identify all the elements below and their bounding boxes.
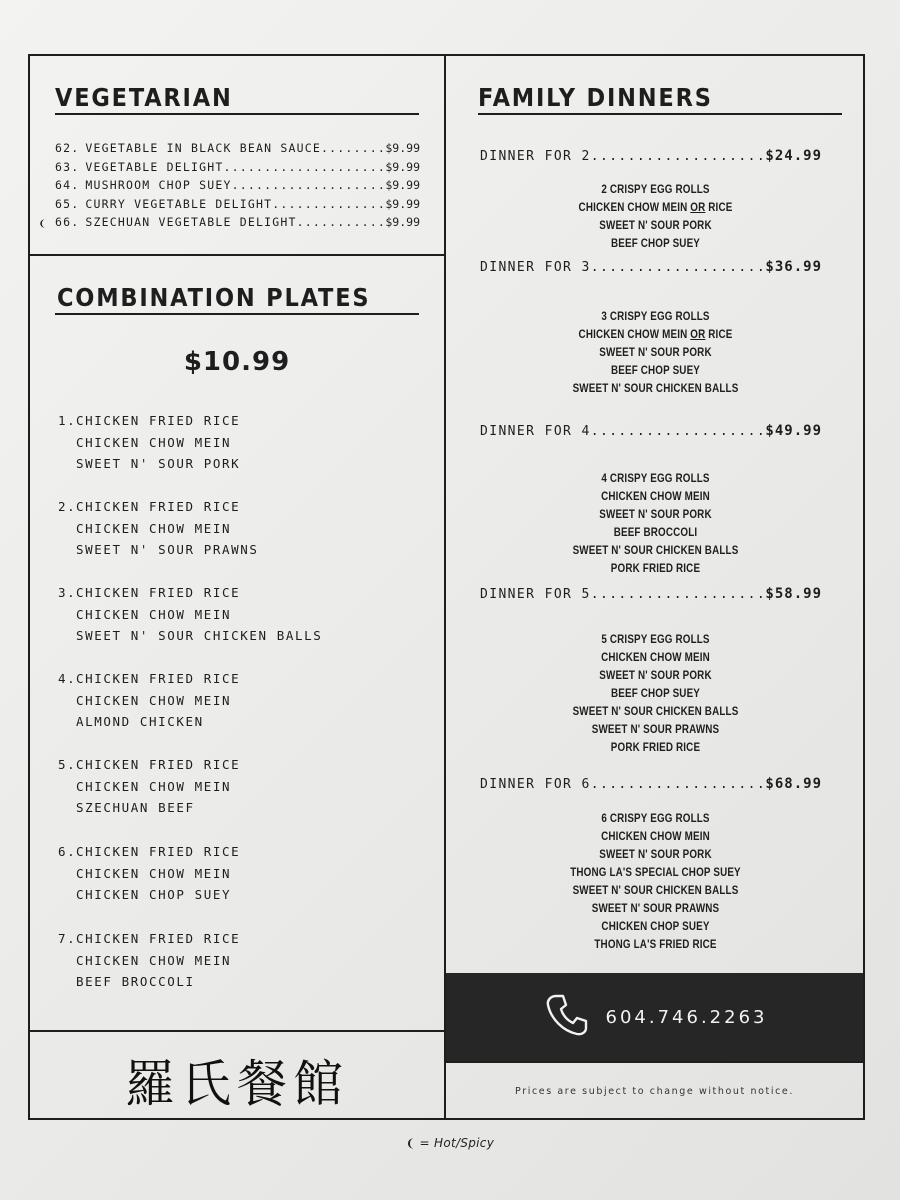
menu-sheet: [28, 54, 865, 1120]
plate-item: CHICKEN CHOW MEIN: [76, 606, 232, 622]
combination-heading: COMBINATION PLATES: [57, 283, 371, 312]
dinner-items: [484, 469, 828, 577]
item-number: 64.: [55, 178, 80, 192]
dinner-item: BEEF CHOP SUEY: [610, 363, 701, 377]
chili-pepper-icon: ❨: [39, 217, 47, 230]
dinner-item: BEEF CHOP SUEY: [610, 686, 701, 700]
plate-item: CHICKEN CHOW MEIN: [76, 692, 232, 708]
dinner-items: [484, 180, 828, 252]
dinner-item: PORK FRIED RICE: [610, 561, 701, 575]
family-dinner-row: [480, 423, 822, 439]
dinner-price: $36.99: [765, 259, 822, 275]
chili-pepper-icon: ❨: [405, 1137, 416, 1150]
item-number: 63.: [55, 159, 80, 174]
combination-plate: [58, 499, 259, 564]
dinner-item: SWEET N' SOUR PORK: [599, 847, 712, 861]
combination-plate: [58, 671, 240, 736]
vegetarian-item: [55, 160, 420, 179]
dinner-price: $49.99: [765, 423, 822, 439]
leader-dots: [272, 197, 385, 211]
section-divider: [30, 254, 444, 256]
dinner-item: CHICKEN CHOW MEIN: [601, 489, 710, 503]
plate-item: CHICKEN FRIED RICE: [76, 413, 241, 428]
leader-dots: [591, 587, 766, 602]
combination-plate: [58, 844, 240, 909]
dinner-item: SWEET N' SOUR CHICKEN BALLS: [572, 381, 739, 395]
heading-underline: [478, 113, 842, 115]
item-price: $9.99: [385, 178, 420, 192]
dinner-item: CHICKEN CHOW MEIN: [601, 650, 710, 664]
leader-dots: [297, 215, 386, 229]
combination-price: $10.99: [183, 347, 291, 377]
section-divider: [446, 1061, 863, 1063]
plate-item: CHICKEN FRIED RICE: [76, 499, 241, 514]
plate-number: 7.: [58, 931, 77, 946]
dinner-item: SWEET N' SOUR CHICKEN BALLS: [572, 543, 739, 557]
plate-number: 5.: [58, 757, 77, 772]
dinner-item: 5 CRISPY EGG ROLLS: [601, 632, 710, 646]
dinner-item: 4 CRISPY EGG ROLLS: [601, 471, 710, 485]
leader-dots: [591, 149, 766, 164]
dinner-items: [484, 809, 828, 953]
vegetarian-heading: VEGETARIAN: [55, 83, 233, 112]
combination-plate: [58, 931, 240, 996]
plate-item: CHICKEN CHOP SUEY: [76, 887, 232, 903]
dinner-item: THONG LA'S SPECIAL CHOP SUEY: [570, 865, 741, 879]
family-dinner-row: [480, 586, 822, 602]
dinner-item: CHICKEN CHOW MEIN OR RICE: [578, 200, 733, 214]
plate-item: CHICKEN FRIED RICE: [76, 585, 241, 600]
dinner-price: $58.99: [765, 586, 822, 602]
plate-number: 6.: [58, 844, 77, 859]
plate-number: 2.: [58, 499, 77, 514]
plate-number: 1.: [58, 413, 77, 428]
dinner-name: DINNER FOR 2: [480, 149, 591, 164]
dinner-item: CHICKEN CHOW MEIN: [601, 829, 710, 843]
plate-item: CHICKEN FRIED RICE: [76, 671, 241, 686]
item-price: $9.99: [385, 159, 420, 174]
plate-item: BEEF BROCCOLI: [76, 974, 195, 990]
combination-plate: [58, 413, 240, 478]
dinner-item: SWEET N' SOUR CHICKEN BALLS: [572, 704, 739, 718]
dinner-item: SWEET N' SOUR PRAWNS: [591, 901, 720, 915]
item-price: $9.99: [385, 196, 420, 211]
dinner-items: [484, 630, 828, 756]
item-number: 66.: [55, 215, 80, 229]
leader-dots: [591, 424, 766, 439]
dinner-item: SWEET N' SOUR CHICKEN BALLS: [572, 883, 739, 897]
dinner-item: 2 CRISPY EGG ROLLS: [601, 182, 710, 196]
plate-item: CHICKEN FRIED RICE: [76, 844, 241, 859]
item-name: MUSHROOM CHOP SUEY: [85, 178, 232, 192]
item-name: CURRY VEGETABLE DELIGHT: [85, 196, 273, 211]
dinner-price: $68.99: [765, 776, 822, 792]
plate-item: SWEET N' SOUR CHICKEN BALLS: [76, 628, 323, 644]
dinner-price: $24.99: [765, 148, 822, 164]
dinner-item: BEEF BROCCOLI: [613, 525, 698, 539]
dinner-item: SWEET N' SOUR PORK: [599, 345, 712, 359]
plate-item: ALMOND CHICKEN: [76, 714, 204, 730]
dinner-item: THONG LA'S FRIED RICE: [594, 937, 717, 951]
legend-text: = Hot/Spicy: [419, 1136, 495, 1150]
dinner-item: CHICKEN CHOW MEIN OR RICE: [578, 327, 733, 341]
plate-item: CHICKEN FRIED RICE: [76, 757, 241, 772]
item-name: SZECHUAN VEGETABLE DELIGHT: [85, 215, 297, 229]
dinner-name: DINNER FOR 5: [480, 587, 591, 602]
phone-band: [446, 973, 863, 1061]
heading-underline: [55, 113, 419, 115]
combination-plate: [58, 757, 240, 822]
plate-item: SWEET N' SOUR PRAWNS: [76, 542, 259, 558]
plate-item: CHICKEN CHOW MEIN: [76, 520, 232, 536]
column-divider: [444, 56, 446, 1118]
item-price: $9.99: [385, 215, 420, 229]
price-notice: Prices are subject to change without notice.: [515, 1086, 794, 1097]
dinner-name: DINNER FOR 3: [480, 260, 591, 275]
dinner-item: BEEF CHOP SUEY: [610, 236, 701, 250]
dinner-name: DINNER FOR 6: [480, 777, 591, 792]
plate-number: 3.: [58, 585, 77, 600]
combination-plate: [58, 585, 322, 650]
dinner-item: 3 CRISPY EGG ROLLS: [601, 309, 710, 323]
plate-item: SWEET N' SOUR PORK: [76, 456, 241, 472]
vegetarian-item: [55, 141, 420, 160]
vegetarian-list: [39, 141, 420, 234]
dinner-items: [484, 307, 828, 397]
family-dinner-row: [480, 148, 822, 164]
heading-underline: [55, 313, 419, 315]
family-dinner-row: [480, 776, 822, 792]
leader-dots: [223, 160, 385, 174]
dinner-item: CHICKEN CHOP SUEY: [601, 919, 710, 933]
phone-number[interactable]: 604.746.2263: [605, 1006, 768, 1028]
plate-item: CHICKEN FRIED RICE: [76, 931, 241, 946]
leader-dots: [232, 178, 386, 192]
dinner-item: SWEET N' SOUR PORK: [599, 668, 712, 682]
dinner-item: SWEET N' SOUR PORK: [599, 218, 712, 232]
section-divider: [30, 1030, 444, 1032]
leader-dots: [321, 141, 385, 155]
phone-handset-icon[interactable]: [542, 990, 592, 1044]
vegetarian-item: [55, 197, 420, 216]
spicy-legend: [0, 1136, 900, 1150]
item-number: 65.: [55, 196, 80, 211]
dinner-item: SWEET N' SOUR PORK: [599, 507, 712, 521]
plate-item: CHICKEN CHOW MEIN: [76, 778, 232, 794]
vegetarian-item: [55, 178, 420, 197]
family-dinner-row: [480, 259, 822, 275]
leader-dots: [591, 777, 766, 792]
plate-item: CHICKEN CHOW MEIN: [76, 434, 232, 450]
item-number: 62.: [55, 141, 80, 155]
plate-number: 4.: [58, 671, 77, 686]
restaurant-chinese-name: 羅氏餐館: [125, 1055, 349, 1113]
family-dinners-heading: FAMILY DINNERS: [478, 83, 713, 112]
dinner-item: 6 CRISPY EGG ROLLS: [601, 811, 710, 825]
item-name: VEGETABLE IN BLACK BEAN SAUCE: [85, 141, 321, 155]
leader-dots: [591, 260, 766, 275]
item-name: VEGETABLE DELIGHT: [85, 159, 224, 174]
vegetarian-item: [39, 215, 420, 234]
plate-item: CHICKEN CHOW MEIN: [76, 952, 232, 968]
item-price: $9.99: [385, 141, 420, 155]
plate-item: CHICKEN CHOW MEIN: [76, 865, 232, 881]
plate-item: SZECHUAN BEEF: [76, 800, 195, 816]
dinner-item: PORK FRIED RICE: [610, 740, 701, 754]
dinner-item: SWEET N' SOUR PRAWNS: [591, 722, 720, 736]
dinner-name: DINNER FOR 4: [480, 424, 591, 439]
